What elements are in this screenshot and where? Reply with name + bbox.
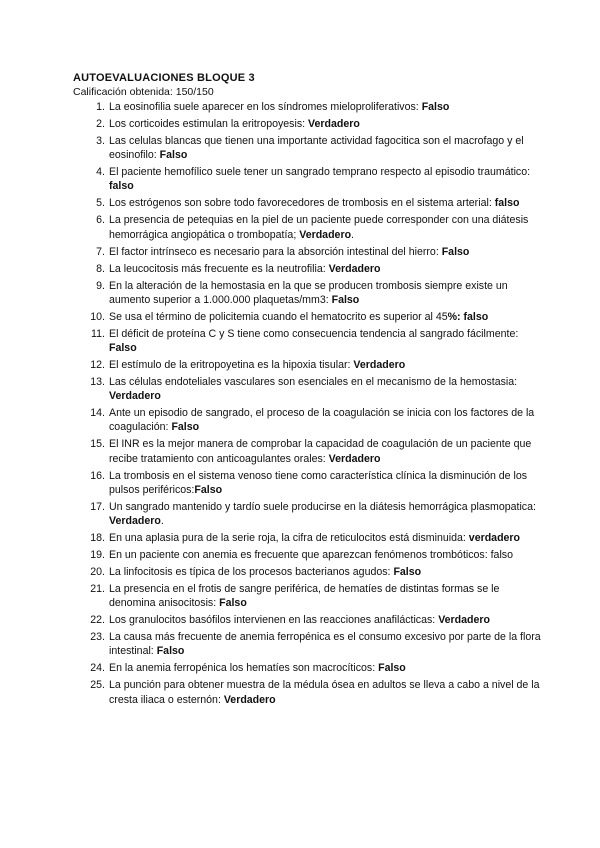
question-item xyxy=(73,134,543,162)
question-item xyxy=(73,310,543,324)
question-item xyxy=(73,582,543,610)
question-number: 14. xyxy=(90,407,105,420)
question-number: 17. xyxy=(90,500,105,513)
question-item xyxy=(73,100,543,114)
question-item xyxy=(73,327,543,355)
question-text: La leucocitosis más frecuente es la neutrofilia: xyxy=(109,262,329,275)
question-number: 22. xyxy=(90,614,105,627)
question-answer: Falso xyxy=(156,645,185,658)
question-answer: Falso xyxy=(421,101,450,113)
question-text: Los corticoides estimulan la eritropoyesis: xyxy=(109,118,309,130)
question-text: La presencia en el frotis de sangre periférica, de hematíes de distintas formas se le denomina anisocitosis: xyxy=(109,583,500,610)
question-item xyxy=(73,500,543,528)
question-answer: Verdadero xyxy=(438,614,491,627)
question-answer: Verdadero xyxy=(353,359,406,372)
question-answer: Verdadero xyxy=(328,262,381,275)
question-item xyxy=(73,661,543,675)
question-text: La trombosis en el sistema venoso tiene como característica clínica la disminución de los pulsos periféricos: xyxy=(109,469,528,496)
question-number: 1. xyxy=(96,101,105,113)
question-number: 6. xyxy=(96,214,105,227)
question-text: En una aplasia pura de la serie roja, la cifra de reticulocitos está disminuida: xyxy=(109,532,469,545)
question-answer: falso xyxy=(109,180,134,193)
question-text: La linfocitosis es típica de los procesos bacterianos agudos: xyxy=(109,566,394,579)
question-text: Las celulas blancas que tienen una importante actividad fagocitica son el macrofago y el eosinofilo: xyxy=(109,135,524,162)
question-number: 19. xyxy=(90,549,105,562)
question-item xyxy=(73,165,543,193)
question-number: 2. xyxy=(96,118,105,130)
question-answer: Falso xyxy=(331,293,360,306)
question-answer: Falso xyxy=(171,421,200,434)
question-text: Ante un episodio de sangrado, el proceso de la coagulación se inicia con los factores de la coagulación: xyxy=(109,407,535,434)
question-text: Se usa el término de policitemia cuando el hematocrito es superior al 45 xyxy=(109,310,448,323)
question-answer: Falso xyxy=(441,245,470,258)
question-answer: Verdadero xyxy=(299,228,352,241)
question-number: 3. xyxy=(96,135,105,147)
document-title: AUTOEVALUACIONES BLOQUE 3 xyxy=(73,72,255,84)
question-item xyxy=(73,630,543,658)
question-answer: falso xyxy=(494,197,520,210)
question-text: La eosinofilia suele aparecer en los síndromes mieloproliferativos: xyxy=(109,101,422,113)
question-text: El INR es la mejor manera de comprobar la capacidad de coagulación de un paciente que recibe tratamiento con anticoagulantes orales: xyxy=(109,438,532,465)
question-number: 7. xyxy=(96,245,105,258)
question-answer: Verdadero xyxy=(109,390,161,403)
question-item xyxy=(73,245,543,259)
question-item xyxy=(73,375,543,403)
question-answer: Verdadero xyxy=(328,452,381,465)
question-text: El factor intrínseco es necesario para la absorción intestinal del hierro: xyxy=(109,245,442,258)
question-answer: Falso xyxy=(159,149,188,162)
question-number: 4. xyxy=(96,166,105,179)
question-number: 21. xyxy=(90,583,105,596)
question-answer: Falso xyxy=(378,662,406,675)
question-item xyxy=(73,565,543,579)
question-item xyxy=(73,531,543,545)
question-answer: Verdadero xyxy=(223,693,276,706)
question-number: 15. xyxy=(90,438,105,451)
question-item xyxy=(73,117,543,131)
question-trailing-punctuation: . xyxy=(351,228,354,241)
question-item xyxy=(73,678,543,706)
question-answer: Falso xyxy=(219,597,247,610)
document-page xyxy=(73,71,543,710)
question-text: La presencia de petequias en la piel de un paciente puede corresponder con una diátesis hemorrágica angiopática o trombopatía; xyxy=(109,214,529,241)
question-text: En la anemia ferropénica los hematíes son macrocíticos: xyxy=(109,662,379,675)
question-answer: %: falso xyxy=(447,310,489,323)
question-number: 20. xyxy=(90,566,105,579)
question-text: En un paciente con anemia es frecuente que aparezcan fenómenos trombóticos: falso xyxy=(109,549,513,562)
question-answer: Verdadero xyxy=(109,515,161,528)
question-item xyxy=(73,548,543,562)
question-item xyxy=(73,437,543,465)
question-number: 18. xyxy=(90,532,105,545)
question-number: 13. xyxy=(90,376,105,389)
question-number: 16. xyxy=(90,469,105,482)
question-number: 10. xyxy=(90,310,105,323)
question-item xyxy=(73,279,543,307)
question-answer: Falso xyxy=(194,483,223,496)
question-item xyxy=(73,406,543,434)
question-text: Los estrógenos son sobre todo favorecedores de trombosis en el sistema arterial: xyxy=(109,197,495,210)
question-number: 8. xyxy=(96,262,105,275)
question-number: 12. xyxy=(90,359,105,372)
question-number: 25. xyxy=(90,679,105,692)
question-number: 5. xyxy=(96,197,105,210)
question-number: 9. xyxy=(96,279,105,292)
question-item xyxy=(73,358,543,372)
question-text: El paciente hemofílico suele tener un sangrado temprano respecto al episodio traumático: xyxy=(109,166,531,179)
question-answer: verdadero xyxy=(468,532,521,545)
question-text: El estímulo de la eritropoyetina es la hipoxia tisular: xyxy=(109,359,354,372)
question-text: Las células endoteliales vasculares son esenciales en el mecanismo de la hemostasia: xyxy=(109,376,518,389)
question-trailing-punctuation: . xyxy=(160,515,164,528)
question-item xyxy=(73,196,543,210)
question-answer: Falso xyxy=(393,566,422,579)
question-text: En la alteración de la hemostasia en la que se producen trombosis siempre existe un aumento superior a 1.000.000 plaquetas/mm3: xyxy=(109,279,508,306)
question-item xyxy=(73,213,543,241)
question-number: 24. xyxy=(90,662,105,675)
question-text: Un sangrado mantenido y tardío suele producirse en la diátesis hemorrágica plasmopatica: xyxy=(109,500,536,513)
question-item xyxy=(73,613,543,627)
question-number: 23. xyxy=(90,631,105,644)
question-list xyxy=(73,100,543,707)
question-text: Los granulocitos basófilos intervienen en las reacciones anafilácticas: xyxy=(109,614,439,627)
question-answer: Verdadero xyxy=(308,118,360,130)
question-text: La punción para obtener muestra de la médula ósea en adultos se lleva a cabo a nivel de la cresta iliaca o esternón: xyxy=(109,679,540,706)
question-number: 11. xyxy=(91,327,105,340)
question-text: El déficit de proteína C y S tiene como consecuencia tendencia al sangrado fácilmente: xyxy=(109,327,519,340)
question-item xyxy=(73,469,543,497)
score-line: Calificación obtenida: 150/150 xyxy=(73,86,214,98)
question-item xyxy=(73,262,543,276)
question-answer: Falso xyxy=(109,342,137,355)
question-text: La causa más frecuente de anemia ferropénica es el consumo excesivo por parte de la flora intestinal: xyxy=(109,631,541,658)
